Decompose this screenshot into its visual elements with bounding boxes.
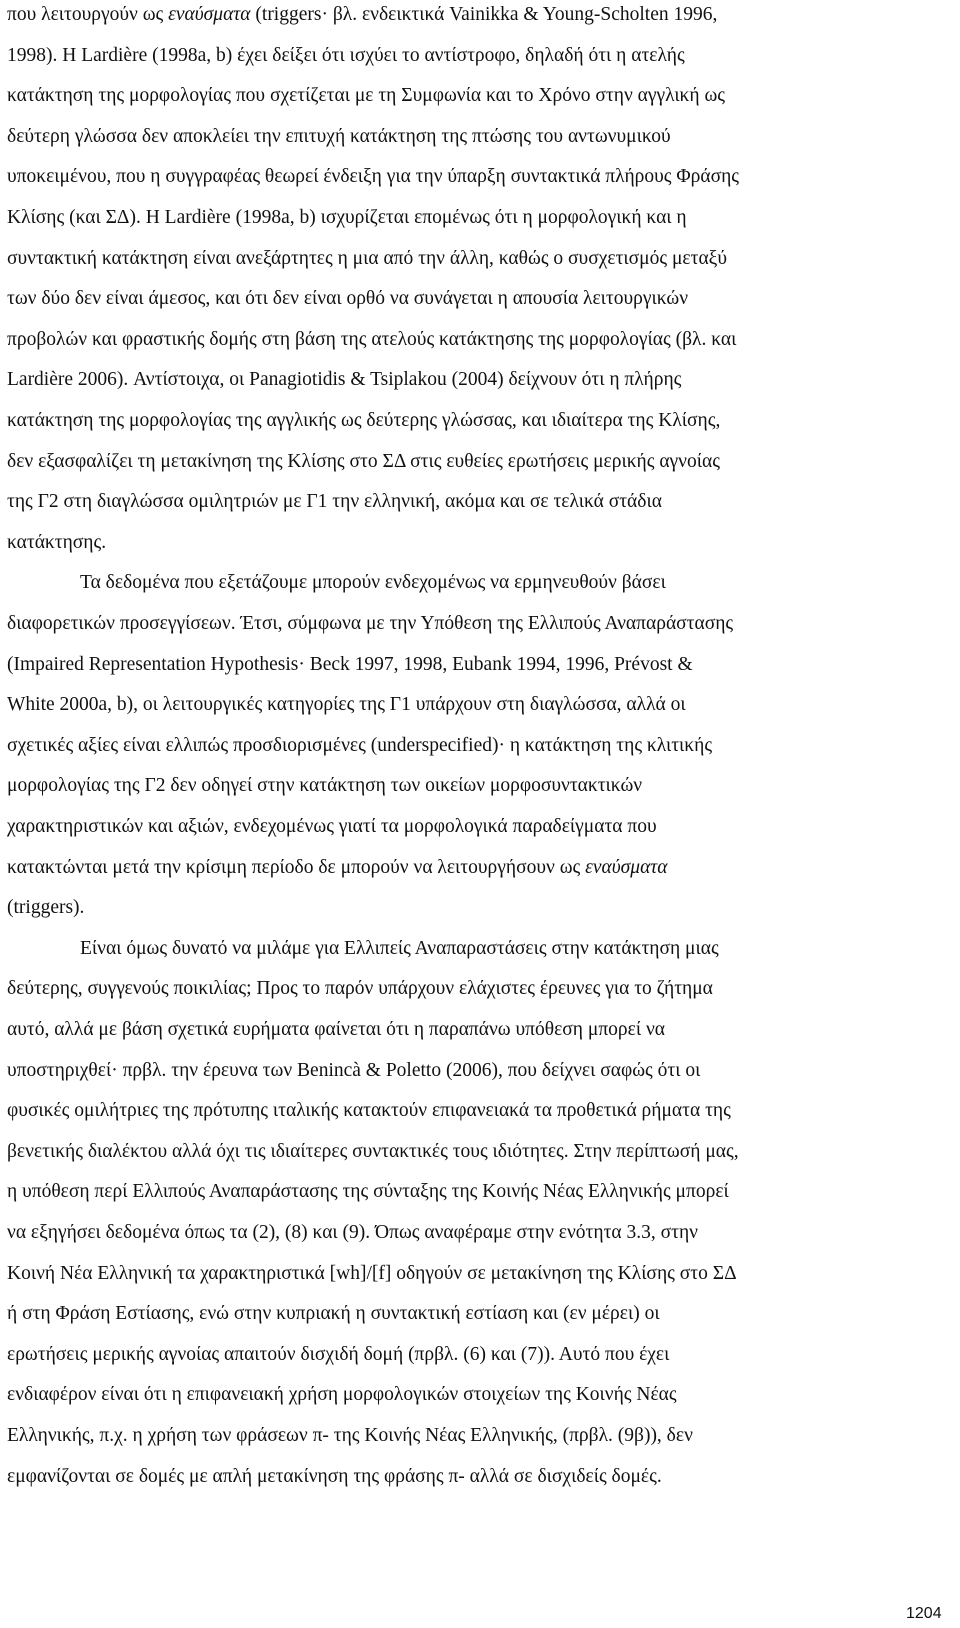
text-line: [7, 1177, 729, 1207]
text-line: [7, 731, 712, 761]
text-segment: Lardière 2006). Αντίστοιχα, οι Panagiotidis & Tsiplakou (2004) δείχνουν ότι η πλήρης: [7, 369, 682, 391]
text-segment: 1998). Η Lardière (1998a, b) έχει δείξει ότι ισχύει το αντίστροφο, δηλαδή ότι η ατελής: [7, 44, 685, 66]
text-segment: φυσικές ομιλήτριες της πρότυπης ιταλικής κατακτούν επιφανειακά τα προθετικά ρήματα της: [7, 1100, 731, 1122]
text-line: [7, 853, 668, 883]
text-line: [7, 1056, 700, 1086]
text-segment: αυτό, αλλά με βάση σχετικά ευρήματα φαίνεται ότι η παραπάνω υπόθεση μπορεί να: [7, 1019, 665, 1040]
text-segment: White 2000a, b), οι λειτουργικές κατηγορίες της Γ1 υπάρχουν στη διαγλώσσα, αλλά οι: [7, 694, 686, 716]
text-segment: δεν εξασφαλίζει τη μετακίνηση της Κλίσης στο ΣΔ στις ευθείες ερωτήσεις μερικής αγνοίας: [7, 450, 720, 472]
text-segment: ενδιαφέρον είναι ότι η επιφανειακή χρήση μορφολογικών στοιχείων της Κοινής Νέας: [7, 1384, 677, 1406]
text-segment: να εξηγήσει δεδομένα όπως τα (2), (8) και (9). Όπως αναφέραμε στην ενότητα 3.3, στην: [7, 1222, 698, 1243]
text-line: [80, 934, 719, 964]
text-segment: κατάκτησης.: [7, 531, 107, 553]
italic-text: εναύσματα: [168, 4, 251, 25]
text-line: [7, 0, 717, 30]
text-segment: μορφολογίας της Γ2 δεν οδηγεί στην κατάκτηση των οικείων μορφοσυντακτικών: [7, 775, 643, 797]
text-line: [7, 162, 739, 192]
text-line: [7, 609, 733, 639]
text-segment: (Impaired Representation Hypothesis· Beck 1997, 1998, Eubank 1994, 1996, Prévost &: [7, 653, 693, 675]
text-line: [7, 1340, 669, 1370]
text-segment: Είναι όμως δυνατό να μιλάμε για Ελλιπείς Αναπαραστάσεις στην κατάκτηση μιας: [80, 937, 719, 959]
text-line: [7, 203, 687, 233]
text-segment: κατακτώνται μετά την κρίσιμη περίοδο δε μπορούν να λειτουργήσουν ως: [7, 856, 586, 878]
text-segment: διαφορετικών προσεγγίσεων. Έτσι, σύμφωνα με την Υπόθεση της Ελλιπούς Αναπαράστασης: [7, 613, 734, 634]
text-segment: βενετικής διαλέκτου αλλά όχι τις ιδιαίτερες συντακτικές τους ιδιότητες. Στην περίπτωσή μας,: [7, 1140, 739, 1162]
text-line: [7, 325, 736, 355]
page-number: 1204: [906, 1605, 942, 1622]
text-segment: ή στη Φράση Εστίασης, ενώ στην κυπριακή η συντακτική εστίαση και (εν μέρει) οι: [7, 1303, 660, 1325]
text-segment: των δύο δεν είναι άμεσος, και ότι δεν είναι ορθό να συνάγεται η απουσία λειτουργικών: [7, 288, 689, 310]
text-segment: χαρακτηριστικών και αξιών, ενδεχομένως γιατί τα μορφολογικά παραδείγματα που: [7, 816, 657, 837]
text-segment: Κοινή Νέα Ελληνική τα χαρακτηριστικά [wh]/[f] οδηγούν σε μετακίνηση της Κλίσης στο ΣΔ: [7, 1262, 737, 1284]
text-line: [7, 365, 681, 395]
text-segment: υποκειμένου, που η συγγραφέας θεωρεί ένδειξη για την ύπαρξη συντακτικά πλήρους Φράσης: [7, 166, 740, 188]
text-segment: κατάκτηση της μορφολογίας που σχετίζεται με τη Συμφωνία και το Χρόνο στην αγγλική ως: [7, 85, 726, 107]
text-segment: Κλίσης (και ΣΔ). Η Lardière (1998a, b) ισχυρίζεται επομένως ότι η μορφολογική και η: [7, 207, 687, 228]
text-line: [7, 690, 686, 720]
text-segment: (triggers· βλ. ενδεικτικά Vainikka & Young-Scholten 1996,: [250, 4, 718, 25]
text-segment: εμφανίζονται σε δομές με απλή μετακίνηση της φράσης π- αλλά σε δισχιδείς δομές.: [7, 1465, 662, 1487]
text-line: [7, 284, 688, 314]
text-segment: (triggers).: [7, 897, 85, 919]
text-segment: της Γ2 στη διαγλώσσα ομιλητριών με Γ1 την ελληνική, ακόμα και σε τελικά στάδια: [7, 491, 662, 513]
text-segment: ερωτήσεις μερικής αγνοίας απαιτούν δισχιδή δομή (πρβλ. (6) και (7)). Αυτό που έχει: [7, 1343, 670, 1365]
text-line: [7, 1380, 677, 1410]
text-line: [7, 447, 720, 477]
text-line: [7, 1218, 698, 1248]
text-line: [7, 1259, 737, 1289]
text-line: [7, 1096, 731, 1126]
text-segment: Ελληνικής, π.χ. η χρήση των φράσεων π- της Κοινής Νέας Ελληνικής, (πρβλ. (9β)), δεν: [7, 1425, 693, 1446]
text-line: [7, 244, 727, 274]
text-line: [7, 812, 657, 842]
text-line: [7, 487, 662, 517]
text-segment: προβολών και φραστικής δομής στη βάση της ατελούς κατάκτησης της μορφολογίας (βλ. και: [7, 328, 737, 350]
text-line: [7, 1299, 660, 1329]
text-segment: συντακτική κατάκτηση είναι ανεξάρτητες η μια από την άλλη, καθώς ο συσχετισμός μεταξύ: [7, 247, 728, 269]
text-line: [80, 568, 666, 598]
text-line: [7, 771, 642, 801]
text-segment: η υπόθεση περί Ελλιπούς Αναπαράστασης της σύνταξης της Κοινής Νέας Ελληνικής μπορεί: [7, 1181, 729, 1203]
text-line: [7, 122, 671, 152]
text-segment: που λειτουργούν ως: [7, 4, 169, 25]
text-line: [7, 406, 720, 436]
text-line: [7, 41, 685, 71]
text-line: [7, 81, 725, 111]
text-segment: δεύτερης, συγγενούς ποικιλίας; Προς το παρόν υπάρχουν ελάχιστες έρευνες για το ζήτημα: [7, 978, 713, 1000]
text-line: [7, 1421, 693, 1451]
text-line: [7, 974, 713, 1004]
text-line: [7, 1462, 662, 1492]
text-line: [7, 893, 84, 923]
text-line: [7, 1015, 665, 1045]
text-segment: Τα δεδομένα που εξετάζουμε μπορούν ενδεχομένως να ερμηνευθούν βάσει: [80, 572, 666, 594]
text-line: [7, 1137, 739, 1167]
text-line: [7, 650, 693, 680]
text-segment: κατάκτηση της μορφολογίας της αγγλικής ως δεύτερης γλώσσας, και ιδιαίτερα της Κλίσης,: [7, 410, 721, 431]
text-segment: υποστηριχθεί· πρβλ. την έρευνα των Benincà & Poletto (2006), που δείχνει σαφώς ότι οι: [7, 1059, 701, 1081]
text-segment: σχετικές αξίες είναι ελλιπώς προσδιορισμένες (underspecified)· η κατάκτηση της κλιτικής: [7, 734, 713, 756]
italic-text: εναύσματα: [585, 856, 668, 878]
text-segment: δεύτερη γλώσσα δεν αποκλείει την επιτυχή κατάκτηση της πτώσης του αντωνυμικού: [7, 125, 671, 147]
text-line: [7, 528, 106, 558]
